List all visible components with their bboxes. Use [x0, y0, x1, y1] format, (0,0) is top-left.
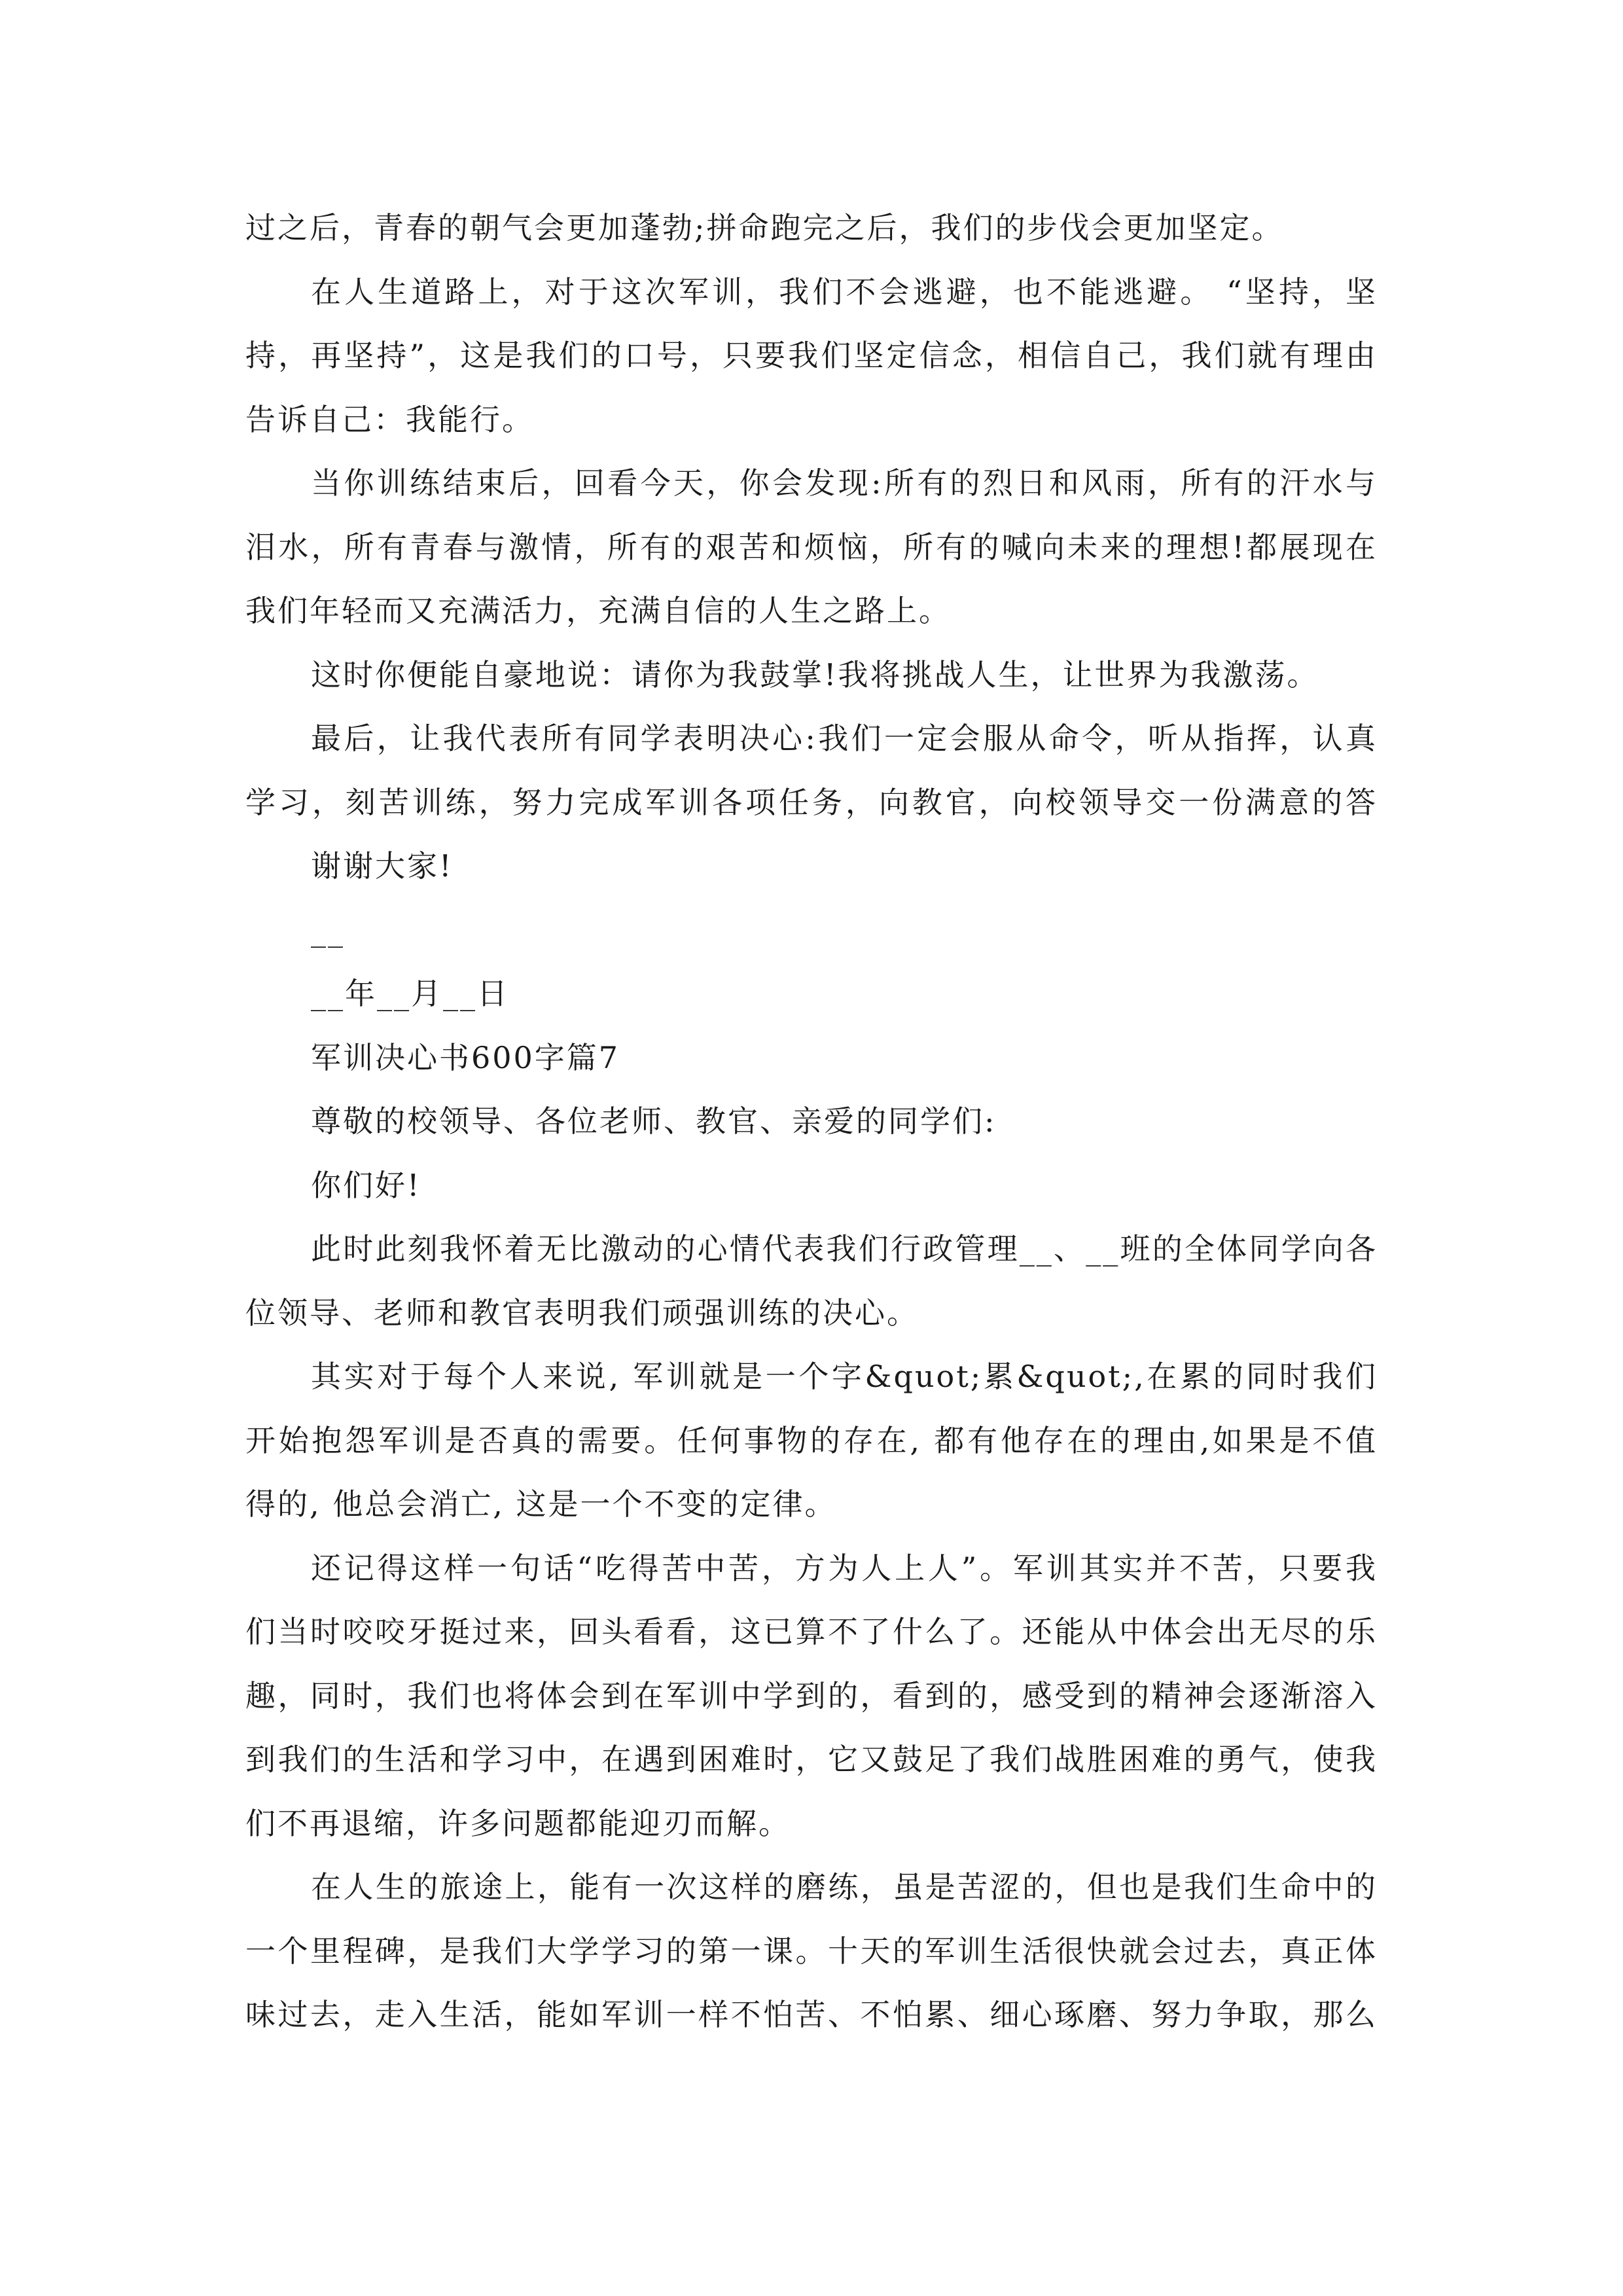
text-line: 我们年轻而又充满活力，充满自信的人生之路上。	[245, 593, 951, 628]
text-line: 们不再退缩，许多问题都能迎刃而解。	[245, 1805, 791, 1841]
text-line: 此时此刻我怀着无比激动的心情代表我们行政管理__、__班的全体同学向各	[311, 1231, 1378, 1266]
text-line: 位领导、老师和教官表明我们顽强训练的决心。	[245, 1295, 919, 1331]
text-line: 其实对于每个人来说, 军训就是一个字&quot;累&quot;,在累的同时我们	[311, 1359, 1378, 1394]
text-line: 开始抱怨军训是否真的需要。任何事物的存在, 都有他存在的理由,如果是不值	[245, 1422, 1378, 1458]
document-body	[245, 196, 1378, 2047]
text-line: 当你训练结束后，回看今天，你会发现:所有的烈日和风雨，所有的汗水与	[311, 465, 1378, 501]
text-line: 泪水，所有青春与激情，所有的艰苦和烦恼，所有的喊向未来的理想!都展现在	[245, 529, 1378, 565]
text-line: 们当时咬咬牙挺过来，回头看看，这已算不了什么了。还能从中体会出无尽的乐	[245, 1614, 1378, 1649]
text-line: 你们好!	[311, 1167, 421, 1203]
text-line: 还记得这样一句话“吃得苦中苦，方为人上人”。军训其实并不苦，只要我	[311, 1550, 1378, 1586]
text-line: 趣，同时，我们也将体会到在军训中学到的，看到的，感受到的精神会逐渐溶入	[245, 1677, 1378, 1713]
text-line: 学习，刻苦训练，努力完成军训各项任务，向教官，向校领导交一份满意的答	[245, 784, 1378, 820]
text-line: __	[311, 912, 345, 948]
text-line: 过之后，青春的朝气会更加蓬勃;拼命跑完之后，我们的步伐会更加坚定。	[245, 210, 1284, 245]
text-line: 尊敬的校领导、各位老师、教官、亲爱的同学们:	[311, 1103, 997, 1139]
text-line: 谢谢大家!	[311, 848, 454, 884]
text-line: 一个里程碑，是我们大学学习的第一课。十天的军训生活很快就会过去，真正体	[245, 1933, 1378, 1969]
text-line: 这时你便能自豪地说：请你为我鼓掌!我将挑战人生，让世界为我激荡。	[311, 656, 1319, 692]
text-line: 味过去，走入生活，能如军训一样不怕苦、不怕累、细心琢磨、努力争取，那么	[245, 1997, 1378, 2032]
text-line: 在人生的旅途上，能有一次这样的磨练，虽是苦涩的，但也是我们生命中的	[311, 1869, 1378, 1905]
text-line: 持，再坚持”，这是我们的口号，只要我们坚定信念，相信自己，我们就有理由	[245, 338, 1378, 373]
text-line: __年__月__日	[311, 976, 509, 1011]
text-line: 到我们的生活和学习中，在遇到困难时，它又鼓足了我们战胜困难的勇气，使我	[245, 1742, 1378, 1777]
text-line: 军训决心书600字篇7	[311, 1039, 620, 1075]
text-line: 在人生道路上，对于这次军训，我们不会逃避，也不能逃避。 “坚持，坚	[311, 274, 1378, 310]
text-line: 得的, 他总会消亡, 这是一个不变的定律。	[245, 1486, 837, 1522]
text-line: 最后，让我代表所有同学表明决心:我们一定会服从命令，听从指挥，认真	[311, 721, 1378, 756]
text-line: 告诉自己：我能行。	[245, 401, 534, 437]
